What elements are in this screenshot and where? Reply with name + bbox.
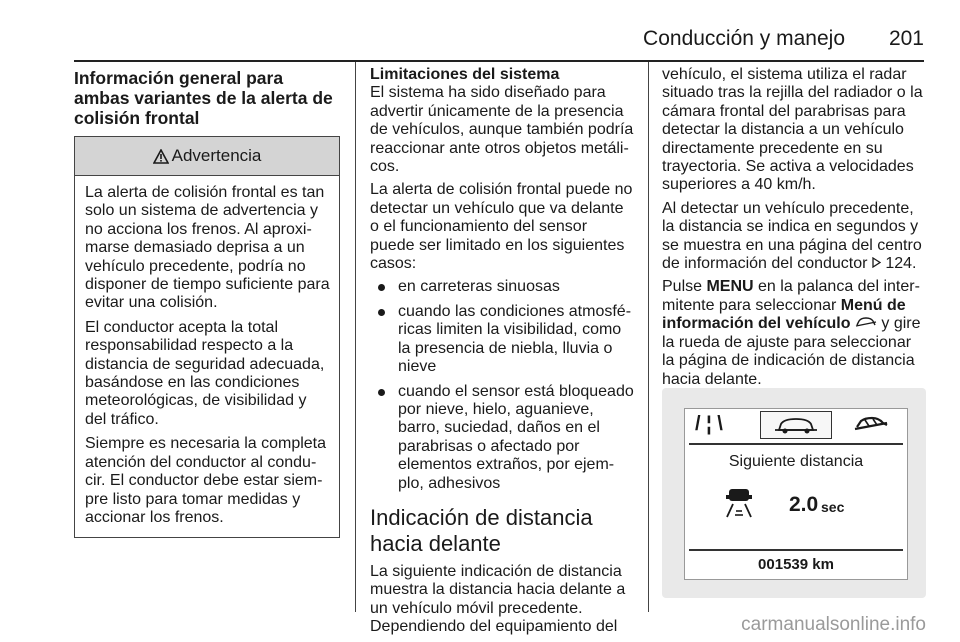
menu-button-label: MENU (706, 278, 754, 296)
list-item (370, 383, 634, 493)
display-screen (684, 408, 908, 580)
warning-box (74, 136, 340, 538)
car-icon (761, 412, 831, 438)
bullet-icon (378, 284, 385, 291)
bullet-icon (378, 389, 385, 396)
display-tab-trip: / ¦ \ (695, 413, 723, 435)
bullet-list (370, 278, 634, 492)
odometer-reading: 001539 km (758, 556, 834, 573)
column-divider (648, 62, 649, 612)
header-divider (74, 60, 924, 62)
distance-unit: sec (821, 499, 845, 515)
column-1 (74, 66, 340, 538)
list-item-text: en carreteras sinuosas (398, 278, 560, 296)
warning-paragraph: La alerta de colisión frontal es tan solo un sistema de advertencia y no acciona los frenos. Al aproxi-marse demasiado deprisa a un vehículo precedente, podría no disponer de tiempo suficiente para evitar una colisión. (85, 184, 330, 312)
paragraph: La alerta de colisión frontal puede no detectar un vehículo que va delante o el funcionamiento del sensor puede ser limitado en los siguientes casos: (370, 181, 633, 273)
paragraph: vehículo, el sistema utiliza el radar situado tras la rejilla del radiador o la cámara frontal del parabrisas para detectar la distancia a un vehículo directamente precedente en su trayectoria. Se activa a velocidades superiores a 40 km/h. (662, 66, 923, 194)
display-divider (689, 443, 903, 445)
list-item-text: cuando las condiciones atmosfé-ricas limiten la visibilidad, como la presencia de niebla, lluvia o nieve (398, 302, 632, 376)
page-reference: 124. (880, 255, 917, 273)
paragraph: La siguiente indicación de distancia muestra la distancia hacia delante a un vehículo móvil precedente. Dependiendo del equipamiento del (370, 562, 626, 636)
subheading: Limitaciones del sistema (370, 66, 560, 83)
paragraph (662, 200, 926, 274)
list-item (370, 303, 634, 377)
arrow-reference-icon (872, 257, 881, 268)
warning-title: Advertencia (171, 145, 262, 165)
chapter-title: Conducción y manejo (643, 27, 845, 50)
page-number: 201 (888, 27, 924, 50)
distance-value: 2.0 (789, 493, 819, 516)
warning-paragraph: Siempre es necesaria la completa atención del conductor al condu-cir. El conductor debe estar siem-pre listo para tomar medidas y accionar los frenos. (85, 435, 327, 526)
display-tab-vehicle (760, 411, 832, 439)
driver-information-display (662, 388, 926, 598)
warning-paragraph: El conductor acepta la total responsabilidad respecto a la distancia de seguridad adecuada, basándose en las condiciones meteorológicas, de visibilidad y del tráfico. (85, 318, 325, 428)
display-tab-bar (685, 409, 907, 443)
paragraph (662, 278, 926, 388)
paragraph-text: y gire la rueda de ajuste para seleccionar la página de indicación de distancia hacia delante. (662, 315, 921, 388)
watermark: carmanualsonline.info (741, 614, 926, 635)
settings-car-icon (853, 415, 891, 433)
vehicle-info-icon (855, 316, 877, 328)
display-label: Siguiente distancia (728, 453, 864, 470)
list-item (370, 278, 634, 296)
column-2 (370, 66, 634, 642)
column-divider (355, 62, 356, 612)
paragraph-text: Pulse (662, 278, 707, 296)
display-divider (689, 549, 903, 551)
warning-triangle-icon (153, 149, 169, 164)
bullet-icon (378, 309, 385, 316)
menu-name: Menú de información del vehículo (662, 296, 906, 333)
column-3 (662, 66, 926, 394)
section-heading: Información general para ambas variantes de la alerta de colisión frontal (74, 68, 333, 128)
list-item-text: cuando el sensor está bloqueado por nieve, hielo, aguanieve, barro, suciedad, daños en el parabrisas o afectado por elementos extraños, por ejem-plo, adhesivos (398, 382, 634, 492)
paragraph-text: en la palanca del inter-mitente para seleccionar (662, 278, 920, 314)
page-header (0, 24, 960, 64)
warning-title-bar (75, 137, 339, 176)
paragraph-text: Al detectar un vehículo precedente, la distancia se indica en segundos y se muestra en una página del centro de información del conductor (662, 199, 922, 273)
warning-body (75, 176, 339, 537)
vehicle-ahead-icon (717, 487, 761, 521)
paragraph: El sistema ha sido diseñado para advertir únicamente de la presencia de vehículos, aunque también podría reaccionar ante otros objetos metáli-cos. (370, 84, 634, 176)
section-heading-large: Indicación de distancia hacia delante (370, 504, 593, 556)
